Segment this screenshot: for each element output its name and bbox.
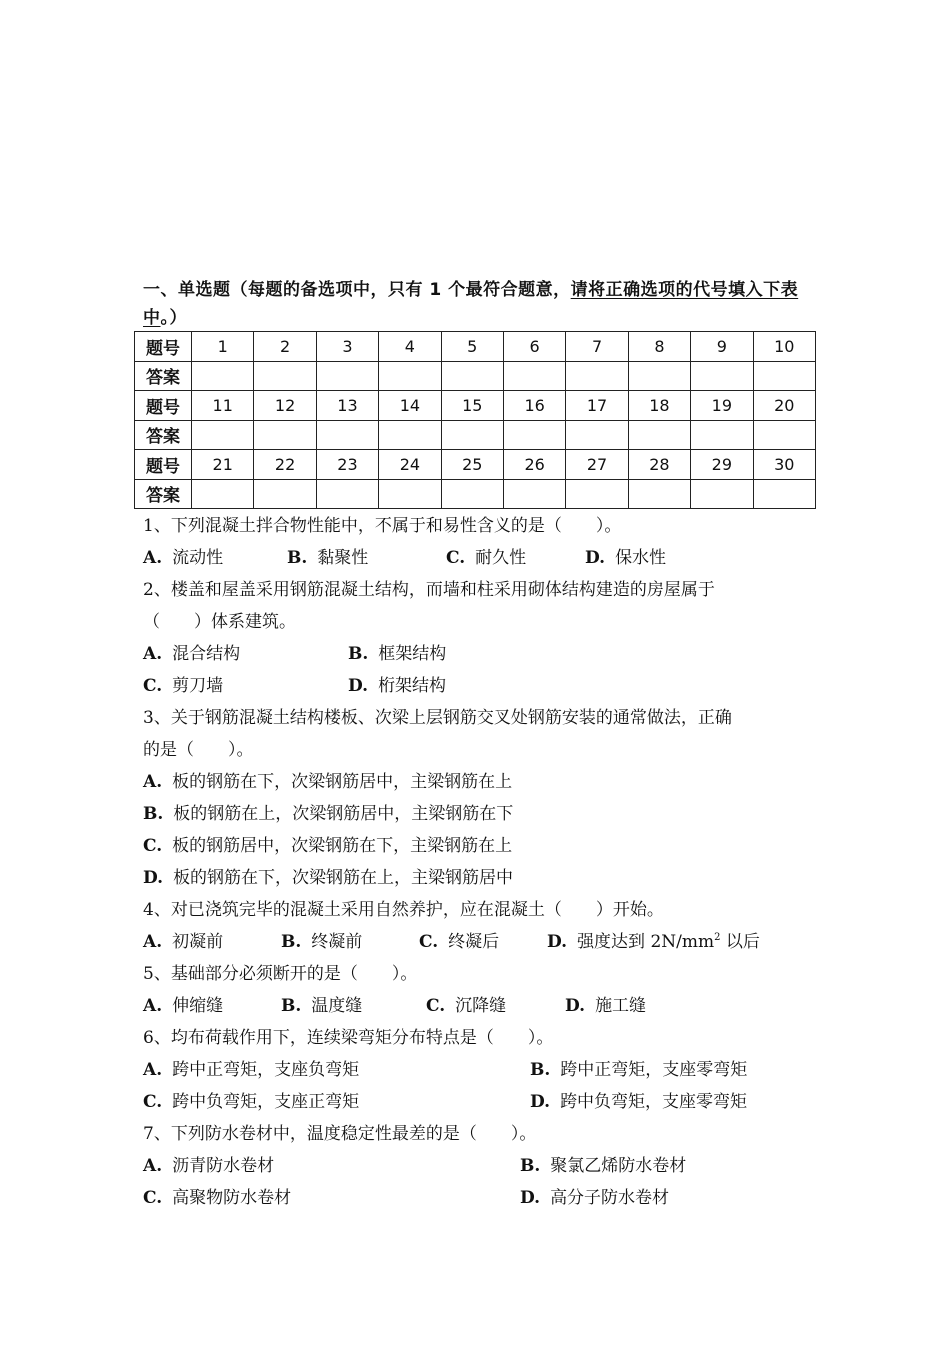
option-c[interactable]	[419, 926, 499, 958]
option-superscript: 2	[714, 932, 721, 943]
option-d[interactable]	[565, 990, 646, 1022]
grid-answer-cell[interactable]	[441, 420, 503, 450]
grid-answer-cell[interactable]	[192, 361, 254, 391]
option-key: D.	[585, 548, 606, 568]
option-b[interactable]	[281, 990, 362, 1022]
grid-number-cell: 8	[628, 332, 690, 362]
option-text: 高分子防水卷材	[550, 1188, 670, 1208]
grid-answer-cell[interactable]	[503, 479, 565, 509]
grid-number-cell: 19	[691, 391, 753, 421]
grid-number-cell: 14	[379, 391, 441, 421]
grid-answer-cell[interactable]	[316, 420, 378, 450]
option-text: 终凝后	[448, 932, 500, 952]
grid-answer-cell[interactable]	[192, 420, 254, 450]
option-b[interactable]	[287, 542, 368, 574]
question-7	[143, 1118, 823, 1214]
section-title-part2: 请将正确选项的代号填入下表中	[143, 280, 799, 328]
grid-answer-cell[interactable]	[691, 479, 753, 509]
grid-answer-cell[interactable]	[753, 361, 815, 391]
grid-number-cell: 16	[503, 391, 565, 421]
grid-answer-cell[interactable]	[254, 361, 316, 391]
option-text: 施工缝	[595, 996, 647, 1016]
option-a[interactable]	[143, 542, 223, 574]
grid-answer-row	[135, 479, 816, 509]
option-key: A.	[143, 644, 163, 664]
grid-number-cell: 4	[379, 332, 441, 362]
option-text: 流动性	[172, 548, 224, 568]
grid-number-cell: 11	[192, 391, 254, 421]
option-key: D.	[520, 1188, 541, 1208]
option-a[interactable]	[143, 1054, 359, 1086]
option-a[interactable]	[143, 1150, 274, 1182]
grid-number-cell: 25	[441, 450, 503, 480]
grid-number-cell: 5	[441, 332, 503, 362]
question-stem: 4、对已浇筑完毕的混凝土采用自然养护，应在混凝土（ ）开始。	[143, 900, 664, 920]
option-row	[143, 670, 823, 702]
option-b[interactable]	[520, 1150, 686, 1182]
question-2	[143, 574, 823, 702]
option-d[interactable]	[585, 542, 666, 574]
grid-answer-cell[interactable]	[566, 420, 628, 450]
option-a[interactable]	[143, 766, 512, 798]
question-stem: 的是（ ）。	[143, 740, 254, 760]
option-text: 初凝前	[172, 932, 224, 952]
grid-answer-cell[interactable]	[628, 420, 690, 450]
grid-answer-row	[135, 420, 816, 450]
option-text: 伸缩缝	[172, 996, 224, 1016]
option-key: B.	[287, 548, 308, 568]
option-key: D.	[530, 1092, 551, 1112]
grid-number-cell: 7	[566, 332, 628, 362]
option-key: A.	[143, 1060, 163, 1080]
grid-answer-cell[interactable]	[441, 479, 503, 509]
question-stem: 3、关于钢筋混凝土结构楼板、次梁上层钢筋交叉处钢筋安装的通常做法，正确	[143, 708, 732, 728]
grid-answer-cell[interactable]	[379, 361, 441, 391]
question-3	[143, 702, 823, 894]
option-key: A.	[143, 548, 163, 568]
grid-number-cell: 23	[316, 450, 378, 480]
option-row	[143, 1054, 823, 1086]
option-key: B.	[530, 1060, 551, 1080]
grid-number-cell: 18	[628, 391, 690, 421]
grid-number-cell: 15	[441, 391, 503, 421]
grid-number-cell: 20	[753, 391, 815, 421]
option-c[interactable]	[143, 1086, 359, 1118]
grid-number-cell: 27	[566, 450, 628, 480]
question-5	[143, 958, 823, 1022]
option-d[interactable]	[520, 1182, 669, 1214]
option-text: 聚氯乙烯防水卷材	[550, 1156, 687, 1176]
grid-answer-cell[interactable]	[379, 479, 441, 509]
option-c[interactable]	[143, 830, 512, 862]
grid-answer-cell[interactable]	[316, 479, 378, 509]
grid-answer-cell[interactable]	[503, 420, 565, 450]
option-row	[143, 862, 823, 894]
option-key: B.	[520, 1156, 541, 1176]
option-key: D.	[143, 868, 164, 888]
option-text: 耐久性	[475, 548, 527, 568]
grid-answer-cell[interactable]	[691, 420, 753, 450]
option-key: C.	[143, 676, 163, 696]
option-key: A.	[143, 1156, 163, 1176]
question-stem: 1、下列混凝土拌合物性能中，不属于和易性含义的是（ ）。	[143, 516, 622, 536]
option-text: 桁架结构	[378, 676, 447, 696]
option-row	[143, 1086, 823, 1118]
option-key: B.	[143, 804, 164, 824]
option-key: A.	[143, 996, 163, 1016]
option-text: 板的钢筋在上，次梁钢筋居中，主梁钢筋在下	[173, 804, 514, 824]
grid-number-cell: 21	[192, 450, 254, 480]
option-text: 终凝前	[311, 932, 363, 952]
option-row	[143, 990, 823, 1022]
grid-number-row	[135, 391, 816, 421]
question-stem: 6、均布荷载作用下，连续梁弯矩分布特点是（ ）。	[143, 1028, 554, 1048]
option-key: A.	[143, 932, 163, 952]
grid-number-row	[135, 332, 816, 362]
option-text-suffix: 以后	[720, 932, 760, 952]
option-row	[143, 926, 823, 958]
option-key: C.	[143, 1188, 163, 1208]
question-1	[143, 510, 823, 574]
grid-answer-label: 答案	[135, 361, 192, 391]
grid-number-label: 题号	[135, 332, 192, 362]
option-key: D.	[348, 676, 369, 696]
option-key: B.	[281, 996, 302, 1016]
option-key: B.	[281, 932, 302, 952]
section-title-part3: 。）	[160, 308, 187, 328]
option-text: 板的钢筋在下，次梁钢筋在上，主梁钢筋居中	[173, 868, 514, 888]
option-b[interactable]	[530, 1054, 747, 1086]
grid-number-cell: 22	[254, 450, 316, 480]
grid-number-label: 题号	[135, 450, 192, 480]
option-text: 强度达到 2N/mm	[577, 932, 715, 952]
grid-answer-cell[interactable]	[566, 479, 628, 509]
grid-answer-cell[interactable]	[316, 361, 378, 391]
grid-number-cell: 1	[192, 332, 254, 362]
grid-answer-label: 答案	[135, 420, 192, 450]
grid-answer-cell[interactable]	[628, 479, 690, 509]
option-row	[143, 766, 823, 798]
option-text: 剪刀墙	[172, 676, 224, 696]
option-text: 框架结构	[378, 644, 447, 664]
grid-answer-cell[interactable]	[753, 420, 815, 450]
grid-number-cell: 24	[379, 450, 441, 480]
question-4	[143, 894, 823, 958]
option-text: 混合结构	[172, 644, 241, 664]
option-row	[143, 542, 823, 574]
option-d[interactable]	[348, 670, 446, 702]
option-key: C.	[143, 836, 163, 856]
section-title	[143, 276, 813, 332]
option-key: C.	[426, 996, 446, 1016]
grid-number-cell: 28	[628, 450, 690, 480]
option-key: B.	[348, 644, 369, 664]
option-key: D.	[547, 932, 568, 952]
option-row	[143, 830, 823, 862]
option-d[interactable]	[530, 1086, 747, 1118]
grid-number-cell: 13	[316, 391, 378, 421]
option-text: 跨中正弯矩，支座零弯矩	[560, 1060, 748, 1080]
option-a[interactable]	[143, 638, 240, 670]
question-stem: 2、楼盖和屋盖采用钢筋混凝土结构，而墙和柱采用砌体结构建造的房屋属于	[143, 580, 715, 600]
answer-grid	[134, 331, 816, 509]
grid-number-cell: 17	[566, 391, 628, 421]
option-key: D.	[565, 996, 586, 1016]
option-key: C.	[446, 548, 466, 568]
option-c[interactable]	[143, 670, 223, 702]
option-d[interactable]	[547, 926, 760, 958]
option-key: A.	[143, 772, 163, 792]
section-title-part1: 一、单选题（每题的备选项中，只有 1 个最符合题意，	[143, 280, 571, 300]
grid-answer-cell[interactable]	[753, 479, 815, 509]
grid-number-cell: 26	[503, 450, 565, 480]
question-stem: （ ）体系建筑。	[143, 612, 296, 632]
option-text: 保水性	[615, 548, 667, 568]
grid-answer-cell[interactable]	[379, 420, 441, 450]
option-d[interactable]	[143, 862, 513, 894]
option-text: 沉降缝	[455, 996, 507, 1016]
option-row	[143, 638, 823, 670]
grid-answer-row	[135, 361, 816, 391]
option-c[interactable]	[426, 990, 506, 1022]
grid-number-cell: 6	[503, 332, 565, 362]
question-stem: 7、下列防水卷材中，温度稳定性最差的是（ ）。	[143, 1124, 537, 1144]
option-text: 跨中正弯矩，支座负弯矩	[172, 1060, 360, 1080]
grid-answer-label: 答案	[135, 479, 192, 509]
option-row	[143, 1150, 823, 1182]
grid-number-row	[135, 450, 816, 480]
grid-answer-cell[interactable]	[192, 479, 254, 509]
grid-number-label: 题号	[135, 391, 192, 421]
option-text: 沥青防水卷材	[172, 1156, 275, 1176]
option-row	[143, 798, 823, 830]
grid-number-cell: 3	[316, 332, 378, 362]
option-text: 板的钢筋在下，次梁钢筋居中，主梁钢筋在上	[172, 772, 513, 792]
option-a[interactable]	[143, 990, 223, 1022]
option-text: 黏聚性	[317, 548, 369, 568]
grid-number-cell: 10	[753, 332, 815, 362]
grid-number-cell: 29	[691, 450, 753, 480]
grid-number-cell: 2	[254, 332, 316, 362]
grid-answer-cell[interactable]	[441, 361, 503, 391]
question-stem: 5、基础部分必须断开的是（ ）。	[143, 964, 418, 984]
grid-answer-cell[interactable]	[691, 361, 753, 391]
option-b[interactable]	[143, 798, 513, 830]
option-b[interactable]	[348, 638, 446, 670]
option-row	[143, 1182, 823, 1214]
option-c[interactable]	[446, 542, 526, 574]
option-text: 跨中负弯矩，支座正弯矩	[172, 1092, 360, 1112]
option-key: C.	[419, 932, 439, 952]
option-key: C.	[143, 1092, 163, 1112]
grid-number-cell: 30	[753, 450, 815, 480]
option-c[interactable]	[143, 1182, 291, 1214]
question-6	[143, 1022, 823, 1118]
option-text: 板的钢筋居中，次梁钢筋在下，主梁钢筋在上	[172, 836, 513, 856]
option-b[interactable]	[281, 926, 362, 958]
grid-number-cell: 9	[691, 332, 753, 362]
grid-answer-cell[interactable]	[254, 420, 316, 450]
option-a[interactable]	[143, 926, 223, 958]
grid-answer-cell[interactable]	[628, 361, 690, 391]
option-text: 跨中负弯矩，支座零弯矩	[560, 1092, 748, 1112]
option-text: 高聚物防水卷材	[172, 1188, 292, 1208]
grid-number-cell: 12	[254, 391, 316, 421]
grid-answer-cell[interactable]	[254, 479, 316, 509]
grid-answer-cell[interactable]	[503, 361, 565, 391]
grid-answer-cell[interactable]	[566, 361, 628, 391]
option-text: 温度缝	[311, 996, 363, 1016]
